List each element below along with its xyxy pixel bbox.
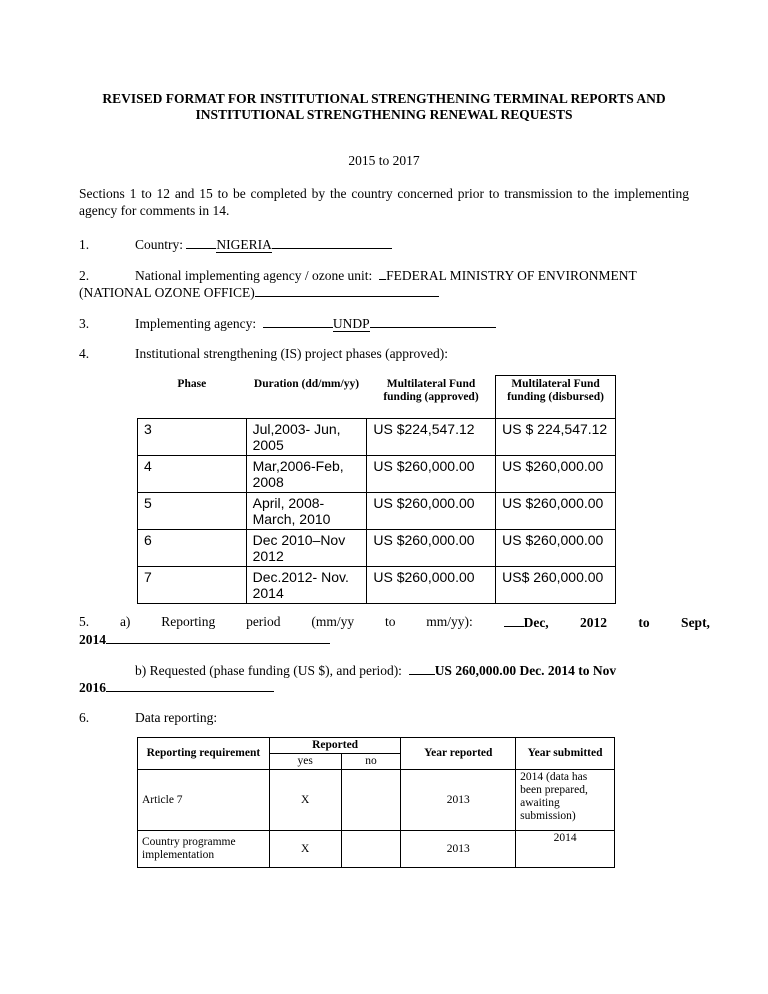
phase-cell: 7: [138, 566, 247, 603]
reporting-period-value-line2: 2014: [79, 630, 330, 648]
requested-funding-value: US 260,000.00 Dec. 2014 to Nov: [409, 663, 617, 678]
duration-cell: April, 2008- March, 2010: [246, 492, 367, 529]
no-cell: [341, 831, 401, 868]
header-phase: Phase: [138, 376, 247, 419]
disbursed-cell: US $ 224,547.12: [496, 418, 616, 455]
reporting-period-value: Dec, 2012 to Sept,: [504, 613, 710, 631]
phase-table-header: [138, 376, 616, 419]
yes-cell: X: [269, 831, 341, 868]
section-data-reporting: [79, 709, 217, 726]
section-number: 6.: [79, 710, 90, 725]
phase-cell: 3: [138, 418, 247, 455]
no-cell: [341, 770, 401, 831]
phase-cell: 6: [138, 529, 247, 566]
phase-table: [137, 375, 616, 604]
year-submitted-cell: 2014: [516, 831, 615, 868]
implementing-agency-label: Implementing agency:: [135, 316, 257, 331]
section-national-agency-cont: [79, 283, 439, 301]
approved-cell: US $260,000.00: [367, 566, 496, 603]
title-line-2: INSTITUTIONAL STRENGTHENING RENEWAL REQUESTS: [195, 107, 573, 122]
section-number: 1.: [79, 237, 90, 252]
requirement-cell: Country programme implementation: [138, 831, 270, 868]
country-value: NIGERIA: [216, 237, 272, 252]
section-number: 5.: [79, 614, 90, 629]
requirement-cell: Article 7: [138, 770, 270, 831]
table-row: [138, 831, 615, 868]
section-national-agency: [79, 266, 637, 284]
implementing-agency-value: UNDP: [332, 316, 370, 331]
period-word: Reporting: [161, 614, 216, 629]
duration-cell: Dec.2012- Nov. 2014: [246, 566, 367, 603]
year-reported-cell: 2013: [401, 770, 516, 831]
phase-cell: 4: [138, 455, 247, 492]
header-no: no: [341, 754, 401, 770]
table-row: [138, 529, 616, 566]
approved-cell: US $260,000.00: [367, 455, 496, 492]
disbursed-cell: US$ 260,000.00: [496, 566, 616, 603]
period-word: mm/yy):: [426, 614, 473, 629]
header-approved: Multilateral Fund funding (approved): [367, 376, 496, 419]
national-agency-value-line2: (NATIONAL OZONE OFFICE): [79, 285, 255, 300]
table-row: [138, 455, 616, 492]
header-reported: Reported: [269, 738, 401, 754]
header-requirement: Reporting requirement: [138, 738, 270, 770]
section-reporting-period: [79, 613, 710, 631]
table-row: [138, 566, 616, 603]
header-duration: Duration (dd/mm/yy): [246, 376, 367, 419]
data-reporting-label: Data reporting:: [135, 710, 218, 725]
disbursed-cell: US $260,000.00: [496, 455, 616, 492]
header-disbursed: Multilateral Fund funding (disbursed): [496, 376, 616, 419]
year-reported-cell: 2013: [401, 831, 516, 868]
header-year-reported: Year reported: [401, 738, 516, 770]
table-row: [138, 418, 616, 455]
data-reporting-table: [137, 737, 615, 868]
disbursed-cell: US $260,000.00: [496, 529, 616, 566]
country-label: Country:: [135, 237, 184, 252]
table-row: [138, 492, 616, 529]
requested-funding-label: b) Requested (phase funding (US $), and period):: [135, 663, 402, 678]
approved-cell: US $260,000.00: [367, 492, 496, 529]
approved-cell: US $260,000.00: [367, 529, 496, 566]
period-word: to: [384, 614, 396, 629]
disbursed-cell: US $260,000.00: [496, 492, 616, 529]
header-year-submitted: Year submitted: [516, 738, 615, 770]
intro-paragraph: Sections 1 to 12 and 15 to be completed by the country concerned prior to transmission to the implementing agency for comments in 14.: [79, 186, 689, 218]
period-years: 2015 to 2017: [348, 153, 420, 168]
is-phases-label: Institutional strengthening (IS) project phases (approved):: [135, 346, 449, 361]
period-word: (mm/yy: [311, 614, 355, 629]
section-number: 4.: [79, 346, 90, 361]
phase-cell: 5: [138, 492, 247, 529]
section-number: 3.: [79, 316, 90, 331]
duration-cell: Mar,2006-Feb, 2008: [246, 455, 367, 492]
year-submitted-cell: 2014 (data has been prepared, awaiting submission): [516, 770, 615, 831]
header-yes: yes: [269, 754, 341, 770]
section-implementing-agency: [79, 314, 496, 332]
national-agency-value: FEDERAL MINISTRY OF ENVIRONMENT: [386, 268, 637, 283]
section-number: 2.: [79, 268, 90, 283]
duration-cell: Jul,2003- Jun, 2005: [246, 418, 367, 455]
section-is-phases: [79, 345, 448, 362]
period-word: period: [246, 614, 281, 629]
approved-cell: US $224,547.12: [367, 418, 496, 455]
data-table-header: [138, 738, 615, 754]
title-line-1: REVISED FORMAT FOR INSTITUTIONAL STRENGTHENING TERMINAL REPORTS AND: [102, 91, 666, 106]
requested-funding-value-line2: 2016: [79, 678, 274, 696]
national-agency-label: National implementing agency / ozone unit:: [135, 268, 373, 283]
period-word: a): [119, 614, 131, 629]
table-row: [138, 770, 615, 831]
duration-cell: Dec 2010–Nov 2012: [246, 529, 367, 566]
section-requested-funding: [135, 661, 616, 679]
document-title: [60, 91, 708, 123]
section-country: [79, 235, 392, 253]
yes-cell: X: [269, 770, 341, 831]
